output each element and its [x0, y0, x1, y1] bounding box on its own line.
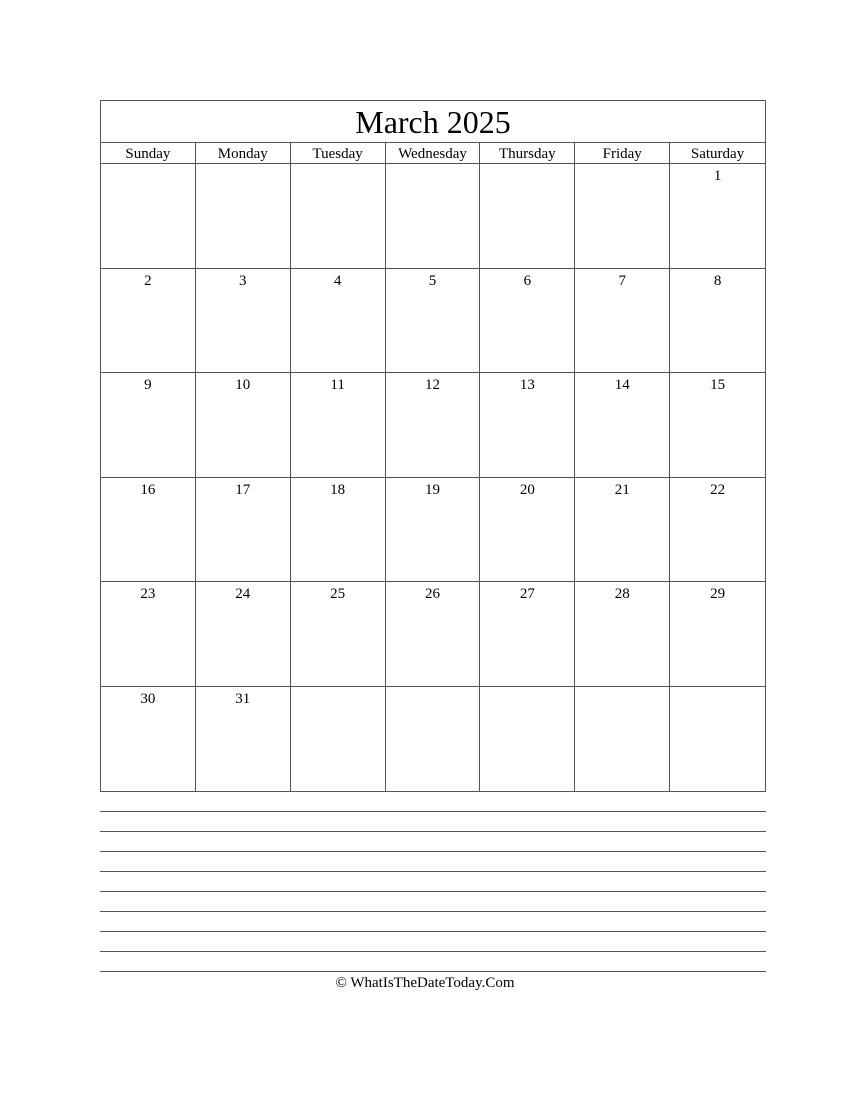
weekday-wednesday: Wednesday [386, 143, 481, 163]
note-line [100, 871, 766, 891]
day-cell: 29 [670, 582, 765, 687]
day-cell [480, 164, 575, 269]
note-line [100, 891, 766, 911]
day-cell: 20 [480, 478, 575, 583]
day-cell: 21 [575, 478, 670, 583]
day-cell: 3 [196, 269, 291, 374]
day-cell: 30 [101, 687, 196, 792]
day-cell [291, 164, 386, 269]
day-cell: 25 [291, 582, 386, 687]
day-cell: 14 [575, 373, 670, 478]
day-cell: 8 [670, 269, 765, 374]
calendar-table [100, 100, 766, 792]
day-cell: 31 [196, 687, 291, 792]
calendar-title: March 2025 [101, 101, 765, 143]
day-cell: 13 [480, 373, 575, 478]
day-cell: 9 [101, 373, 196, 478]
day-cell: 23 [101, 582, 196, 687]
day-cell: 1 [670, 164, 765, 269]
weekday-saturday: Saturday [690, 146, 745, 162]
day-cell: 12 [386, 373, 481, 478]
note-line [100, 831, 766, 851]
day-cell: 26 [386, 582, 481, 687]
day-cell: 24 [196, 582, 291, 687]
day-cell: 22 [670, 478, 765, 583]
day-cell: 6 [480, 269, 575, 374]
note-line [100, 911, 766, 931]
day-cell: 28 [575, 582, 670, 687]
day-cell [386, 164, 481, 269]
note-line [100, 951, 766, 971]
day-cell: 2 [101, 269, 196, 374]
day-cell: 10 [196, 373, 291, 478]
day-cell [101, 164, 196, 269]
day-cell [386, 687, 481, 792]
weekday-thursday: Thursday [480, 143, 575, 163]
weekday-header-row [101, 143, 765, 164]
footer-copyright: © WhatIsTheDateToday.Com [335, 975, 515, 991]
day-cell [575, 164, 670, 269]
note-line [100, 931, 766, 951]
day-cell: 15 [670, 373, 765, 478]
day-cell: 19 [386, 478, 481, 583]
notes-section [100, 811, 766, 991]
weekday-sunday: Sunday [101, 143, 196, 163]
day-cell: 7 [575, 269, 670, 374]
day-cell: 17 [196, 478, 291, 583]
note-line [100, 811, 766, 831]
day-cell: 27 [480, 582, 575, 687]
day-cell [196, 164, 291, 269]
weekday-friday: Friday [575, 143, 670, 163]
day-cell [480, 687, 575, 792]
day-cell [670, 687, 765, 792]
day-cell: 5 [386, 269, 481, 374]
day-cell [291, 687, 386, 792]
day-grid [101, 164, 765, 791]
day-cell: 11 [291, 373, 386, 478]
weekday-tuesday: Tuesday [291, 143, 386, 163]
day-cell [575, 687, 670, 792]
day-cell: 18 [291, 478, 386, 583]
day-cell: 4 [291, 269, 386, 374]
weekday-monday: Monday [196, 143, 291, 163]
day-cell: 16 [101, 478, 196, 583]
note-line [100, 851, 766, 871]
